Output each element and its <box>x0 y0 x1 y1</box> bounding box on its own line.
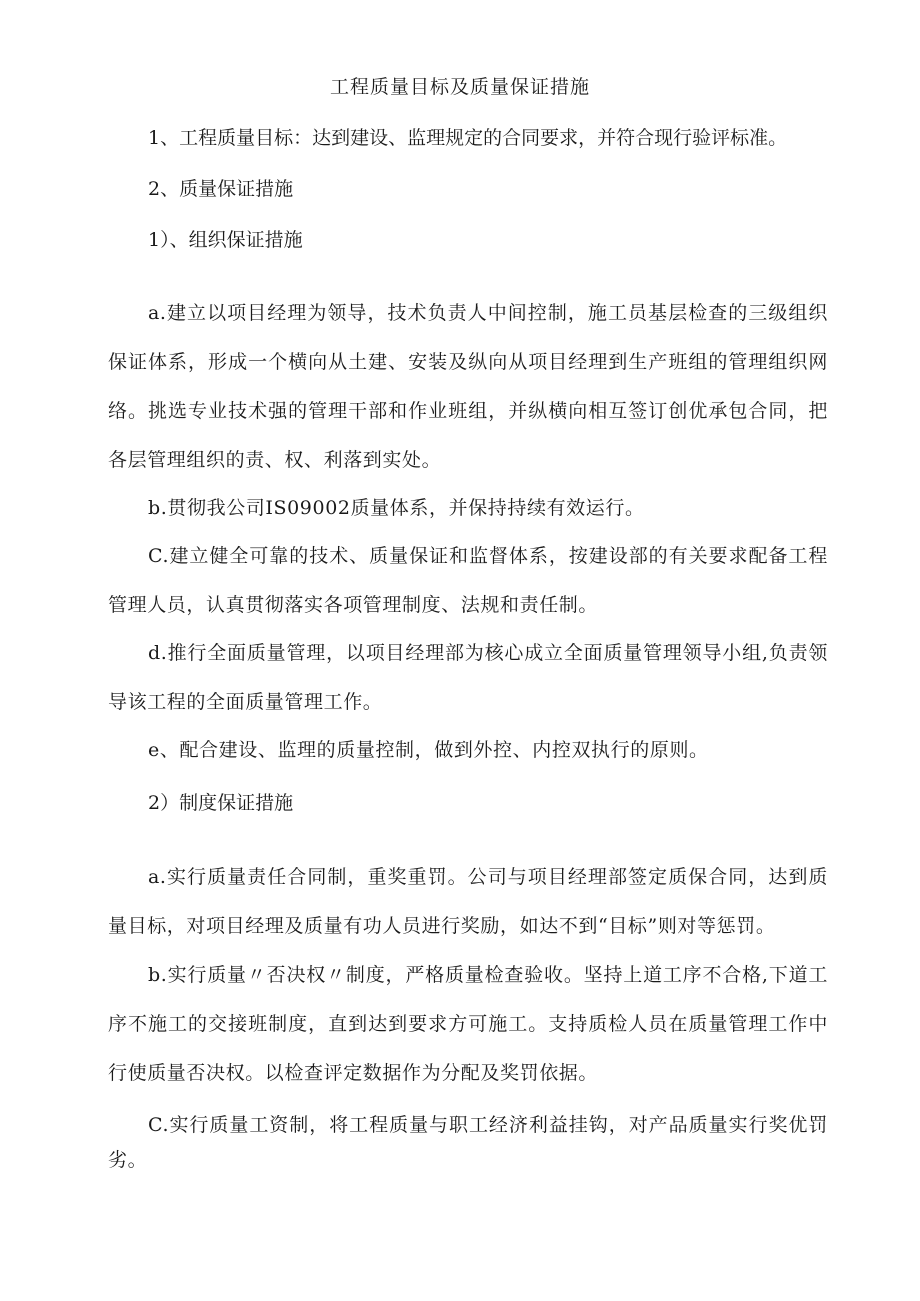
system-paragraph-c: C.实行质量工资制，将工程质量与职工经济利益挂钩，对产品质量实行奖优罚劣。 <box>108 1114 828 1171</box>
system-paragraph-b: b.实行质量〃否决权〃制度，严格质量检查验收。坚持上道工序不合格,下道工序不施工的交接班制度，直到达到要求方可施工。支持质检人员在质量管理工作中行使质量否决权。以检查评定数据作为分配及奖罚依据。 <box>108 964 828 1084</box>
quality-goal-item: 1、工程质量目标：达到建设、监理规定的合同要求，并符合现行验评标准。 <box>148 127 788 149</box>
organization-measures-heading: 1）、组织保证措施 <box>148 229 303 251</box>
organization-paragraph-c: C.建立健全可靠的技术、质量保证和监督体系，按建设部的有关要求配备工程管理人员，认真贯彻落实各项管理制度、法规和责任制。 <box>108 545 828 616</box>
system-paragraph-a: a.实行质量责任合同制，重奖重罚。公司与项目经理部签定质保合同，达到质量目标，对项目经理及质量有功人员进行奖励，如达不到“目标”则对等惩罚。 <box>108 866 828 937</box>
quality-measures-heading: 2、质量保证措施 <box>148 178 294 200</box>
organization-paragraph-d: d.推行全面质量管理，以项目经理部为核心成立全面质量管理领导小组,负责领导该工程的全面质量管理工作。 <box>108 642 828 713</box>
system-measures-heading: 2）制度保证措施 <box>148 792 294 814</box>
organization-paragraph-b: b.贯彻我公司IS09002质量体系，并保持持续有效运行。 <box>148 497 645 519</box>
organization-paragraph-e: e、配合建设、监理的质量控制，做到外控、内控双执行的原则。 <box>148 739 709 761</box>
document-title: 工程质量目标及质量保证措施 <box>329 76 590 98</box>
organization-paragraph-a: a.建立以项目经理为领导，技术负责人中间控制，施工员基层检查的三级组织保证体系，形成一个横向从土建、安装及纵向从项目经理到生产班组的管理组织网络。挑选专业技术强的管理干部和作业班组，并纵横向相互签订创优承包合同，把各层管理组织的责、权、利落到实处。 <box>108 302 828 471</box>
